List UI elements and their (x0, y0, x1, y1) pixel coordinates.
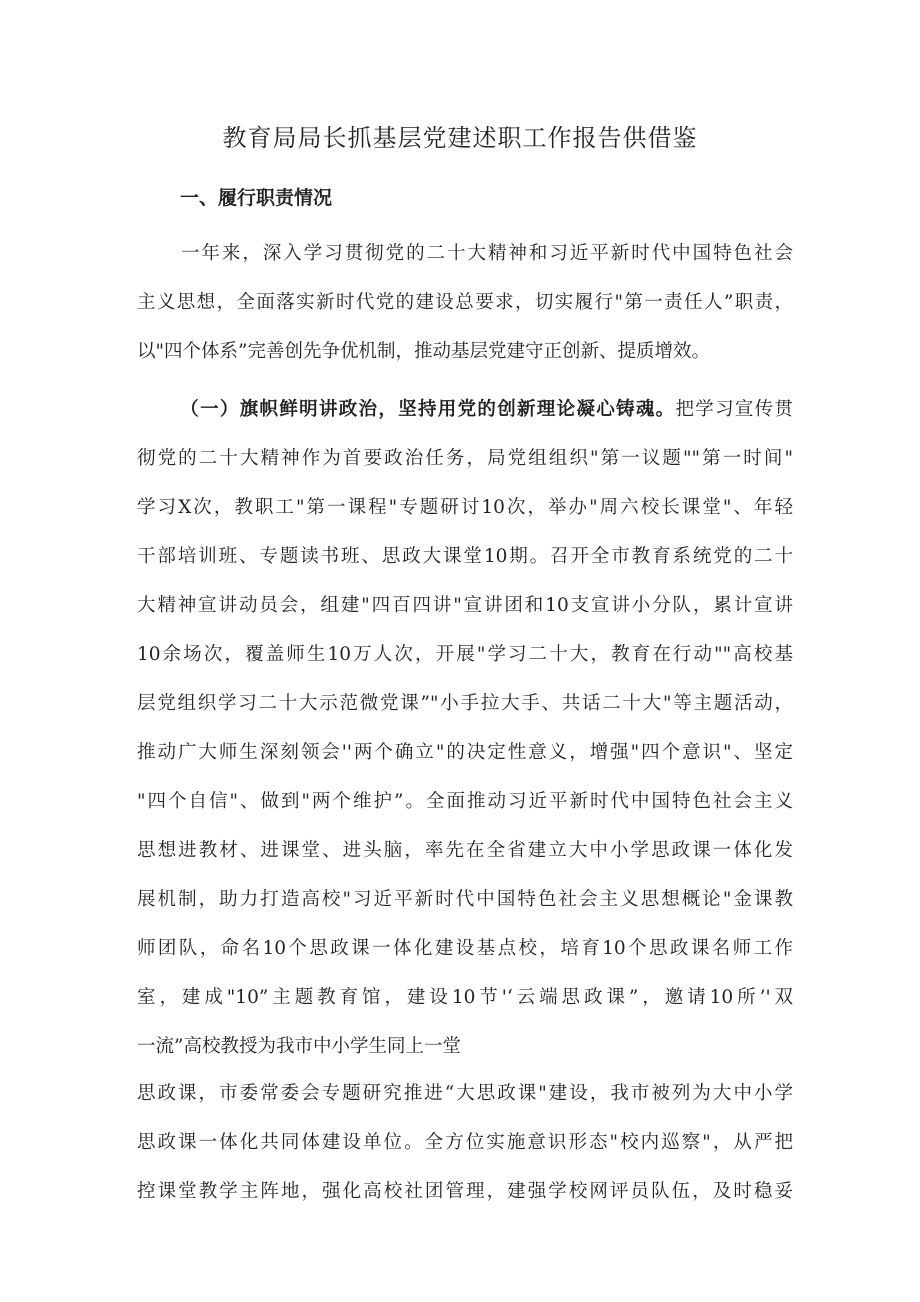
document-title: 教育局局长抓基层党建述职工作报告供借鉴 (222, 124, 698, 152)
paragraph-3-line: 思政课一体化共同体建设单位。全方位实施意识形态"校内巡察"，从严把 (137, 1132, 793, 1153)
paragraph-2-line: 层党组织学习二十大示范微党课”"小手拉大手、共话二十大"等主题活动， (137, 693, 793, 714)
paragraph-2 (137, 385, 793, 1071)
paragraph-2-line: 学习X次，教职工"第一课程"专题研讨10次，举办"周六校长课堂"、年轻 (137, 497, 793, 518)
paragraph-2-line: 展机制，助力打造高校"习近平新时代中国特色社会主义思想概论"金课教 (137, 889, 793, 910)
paragraph-2-lead: （一）旗帜鲜明讲政治，坚持用党的创新理论凝心铸魂。 (179, 399, 676, 420)
paragraph-2-line: 师团队，命名10个思政课一体化建设基点校，培育10个思政课名师工作 (137, 938, 793, 959)
paragraph-2-line: 10余场次，覆盖师生10万人次，开展"学习二十大，教育在行动""高校基 (137, 644, 793, 665)
paragraph-2-line: 思想进教材、进课堂、进头脑，率先在全省建立大中小学思政课一体化发 (137, 840, 793, 861)
paragraph-1-line: 一年来，深入学习贯彻党的二十大精神和习近平新时代中国特色社会 (179, 243, 793, 264)
paragraph-1-line: 主义思想，全面落实新时代党的建设总要求，切实履行"第一责任人”职责， (137, 292, 793, 313)
paragraph-1-line: 以"四个体系”完善创先争优机制，推动基层党建守正创新、提质增效。 (137, 341, 710, 362)
paragraph-2-line: 彻党的二十大精神作为首要政治任务，局党组组织"第一议题""第一时间" (137, 448, 793, 469)
paragraph-3 (137, 1069, 793, 1216)
paragraph-3-line: 思政课，市委常委会专题研究推进“大思政课"建设，我市被列为大中小学 (137, 1083, 793, 1104)
paragraph-3-line: 控课堂教学主阵地，强化高校社团管理，建强学校网评员队伍，及时稳妥 (137, 1181, 793, 1202)
paragraph-2-line: 干部培训班、专题读书班、思政大课堂10期。召开全市教育系统党的二十 (137, 546, 793, 567)
paragraph-2-line: 推动广大师生深刻领会''两个确立"的决定性意义，增强"四个意识"、坚定 (137, 742, 793, 763)
paragraph-1 (137, 229, 793, 376)
paragraph-2-line: （一）旗帜鲜明讲政治，坚持用党的创新理论凝心铸魂。把学习宣传贯 (179, 399, 793, 420)
paragraph-2-line: "四个自信"、做到"两个维护”。全面推动习近平新时代中国特色社会主义 (137, 791, 793, 812)
paragraph-2-line: 室，建成"10”主题教育馆，建设10节'‘云端思政课”，邀请10所’'双 (137, 987, 793, 1008)
paragraph-2-line: 一流”高校教授为我市中小学生同上一堂 (137, 1036, 461, 1057)
paragraph-2-line: 大精神宣讲动员会，组建"四百四讲"宣讲团和10支宣讲小分队，累计宣讲 (137, 595, 793, 616)
section-heading: 一、履行职责情况 (180, 187, 333, 209)
